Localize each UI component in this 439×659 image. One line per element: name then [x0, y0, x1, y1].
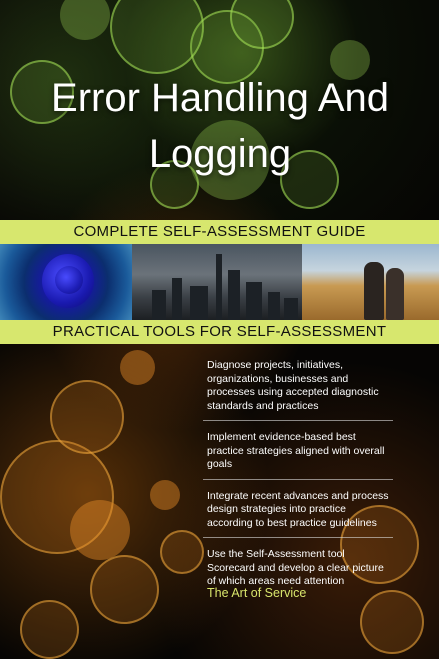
- bokeh-circle: [90, 555, 159, 624]
- feature-item: Diagnose projects, initiatives, organizations, businesses and processes using accepted diagnostic standards and practices: [203, 355, 393, 421]
- city-skyline-photo: [132, 244, 302, 320]
- feature-item: Integrate recent advances and process design strategies into practice according to best practice guidelines: [203, 486, 393, 539]
- bokeh-circle: [110, 0, 204, 74]
- band-complete-guide: COMPLETE SELF-ASSESSMENT GUIDE: [0, 220, 439, 244]
- publisher-name: The Art of Service: [207, 586, 307, 600]
- photo-strip: [0, 244, 439, 320]
- tower: [284, 298, 298, 320]
- tower: [246, 282, 262, 320]
- band-practical-tools: PRACTICAL TOOLS FOR SELF-ASSESSMENT: [0, 320, 439, 344]
- bokeh-circle: [150, 480, 180, 510]
- tower: [190, 286, 208, 320]
- bokeh-circle: [60, 0, 110, 40]
- person: [386, 268, 404, 320]
- tower: [228, 270, 240, 320]
- couple-in-field-photo: [302, 244, 439, 320]
- rose-petal: [55, 266, 83, 294]
- bokeh-circle: [20, 600, 79, 659]
- tower: [172, 278, 182, 320]
- tower: [152, 290, 166, 320]
- bokeh-circle: [120, 350, 155, 385]
- blue-rose-photo: [0, 244, 132, 320]
- feature-item: Use the Self-Assessment tool Scorecard and develop a clear picture of which areas need attention: [207, 548, 384, 587]
- bokeh-circle: [160, 530, 204, 574]
- tower: [216, 254, 222, 320]
- bokeh-circle: [50, 380, 124, 454]
- feature-item: Implement evidence-based best practice strategies aligned with overall goals: [203, 427, 393, 480]
- person: [364, 262, 384, 320]
- tower: [268, 292, 280, 320]
- book-title: Error Handling And Logging: [51, 76, 389, 176]
- feature-list: [203, 355, 393, 602]
- bokeh-circle: [70, 500, 130, 560]
